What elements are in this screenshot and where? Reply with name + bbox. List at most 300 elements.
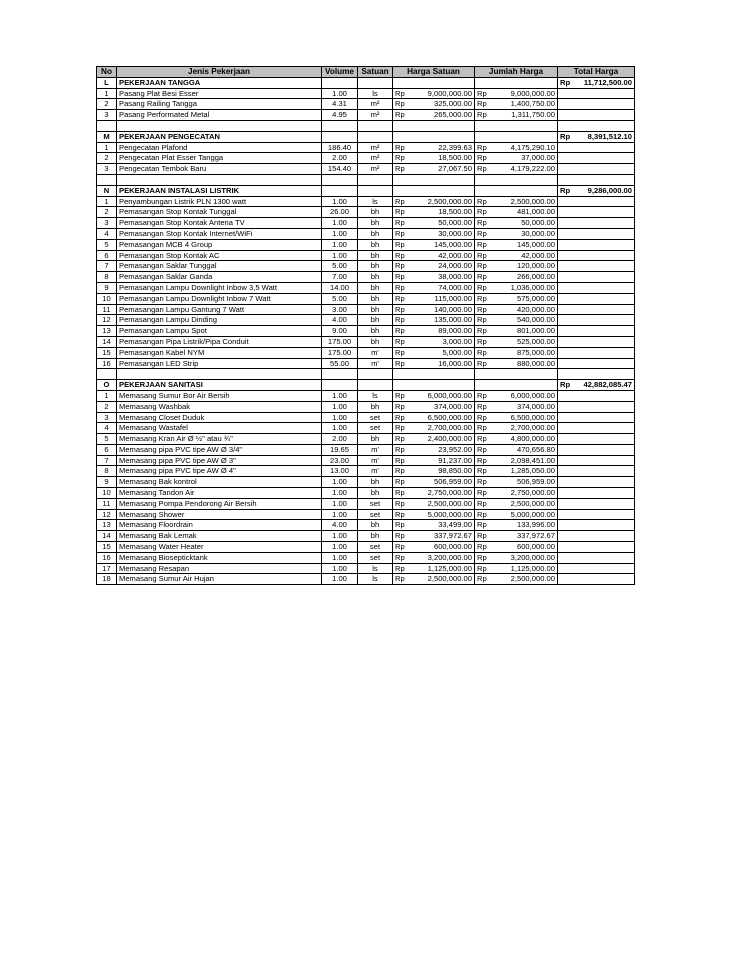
item-name: Pengecatan Plafond: [117, 142, 322, 153]
section-title: PEKERJAAN SANITASI: [117, 380, 322, 391]
section-total-cell: [558, 131, 635, 142]
item-volume: 4.00: [322, 520, 358, 531]
item-volume: 13.00: [322, 466, 358, 477]
empty-cell: [558, 444, 635, 455]
currency-label: Rp: [393, 466, 409, 477]
item-amount: 506,959.00: [491, 477, 558, 488]
item-name: Pemasangan Saklar Ganda: [117, 272, 322, 283]
empty-cell: [322, 380, 358, 391]
item-name: Memasang pipa PVC tipe AW Ø 3": [117, 455, 322, 466]
item-amount: 880,000.00: [491, 358, 558, 369]
item-amount: 2,500,000.00: [491, 574, 558, 585]
currency-label: Rp: [393, 261, 409, 272]
currency-label: Rp: [475, 498, 491, 509]
item-amount: 37,000.00: [491, 153, 558, 164]
item-unit: bh: [358, 304, 393, 315]
item-name: Pemasangan Stop Kontak AC: [117, 250, 322, 261]
item-no: 2: [97, 401, 117, 412]
item-volume: 1.00: [322, 498, 358, 509]
item-amount: 2,500,000.00: [491, 196, 558, 207]
item-unit-price: 22,399.63: [409, 142, 475, 153]
table-row: [97, 509, 635, 520]
empty-cell: [558, 390, 635, 401]
currency-label: Rp: [393, 218, 409, 229]
item-amount: 133,996.00: [491, 520, 558, 531]
empty-cell: [475, 77, 558, 88]
empty-cell: [117, 120, 322, 131]
currency-label: Rp: [393, 423, 409, 434]
empty-cell: [358, 185, 393, 196]
item-volume: 5.00: [322, 293, 358, 304]
item-name: Memasang Sumur Air Hujan: [117, 574, 322, 585]
table-row: [97, 326, 635, 337]
item-volume: 14.00: [322, 282, 358, 293]
empty-cell: [558, 531, 635, 542]
item-unit-price: 2,500,000.00: [409, 498, 475, 509]
empty-cell: [558, 164, 635, 175]
item-amount: 50,000.00: [491, 218, 558, 229]
item-volume: 1.00: [322, 196, 358, 207]
item-unit: ls: [358, 390, 393, 401]
empty-cell: [558, 120, 635, 131]
currency-label: Rp: [393, 509, 409, 520]
item-unit-price: 18,500.00: [409, 153, 475, 164]
item-no: 16: [97, 358, 117, 369]
empty-cell: [117, 369, 322, 380]
table-row: [97, 466, 635, 477]
item-unit: m': [358, 347, 393, 358]
item-volume: 1.00: [322, 88, 358, 99]
currency-label: Rp: [393, 88, 409, 99]
currency-label: Rp: [475, 542, 491, 553]
item-unit-price: 135,000.00: [409, 315, 475, 326]
currency-label: Rp: [393, 552, 409, 563]
currency-label: Rp: [560, 77, 571, 87]
empty-cell: [97, 369, 117, 380]
empty-cell: [358, 131, 393, 142]
currency-label: Rp: [475, 164, 491, 175]
empty-cell: [558, 466, 635, 477]
currency-label: Rp: [393, 336, 409, 347]
empty-cell: [558, 153, 635, 164]
currency-label: Rp: [475, 293, 491, 304]
spacer-row: [97, 369, 635, 380]
item-unit: bh: [358, 520, 393, 531]
section-header-row: [97, 380, 635, 391]
empty-cell: [393, 174, 475, 185]
item-unit-price: 33,499.00: [409, 520, 475, 531]
currency-label: Rp: [475, 282, 491, 293]
table-row: [97, 110, 635, 121]
empty-cell: [558, 196, 635, 207]
currency-label: Rp: [475, 336, 491, 347]
item-volume: 1.00: [322, 563, 358, 574]
table-row: [97, 455, 635, 466]
item-volume: 19.65: [322, 444, 358, 455]
currency-label: Rp: [475, 488, 491, 499]
item-no: 12: [97, 315, 117, 326]
section-code: N: [97, 185, 117, 196]
item-unit-price: 265,000.00: [409, 110, 475, 121]
empty-cell: [393, 185, 475, 196]
item-volume: 1.00: [322, 423, 358, 434]
item-unit: m²: [358, 110, 393, 121]
item-no: 15: [97, 542, 117, 553]
currency-label: Rp: [393, 326, 409, 337]
empty-cell: [393, 380, 475, 391]
item-unit-price: 2,700,000.00: [409, 423, 475, 434]
currency-label: Rp: [475, 304, 491, 315]
currency-label: Rp: [393, 207, 409, 218]
currency-label: Rp: [393, 563, 409, 574]
item-unit: m': [358, 358, 393, 369]
item-unit: set: [358, 552, 393, 563]
item-volume: 4.95: [322, 110, 358, 121]
empty-cell: [558, 509, 635, 520]
currency-label: Rp: [475, 412, 491, 423]
section-code: M: [97, 131, 117, 142]
item-no: 8: [97, 272, 117, 283]
table-row: [97, 315, 635, 326]
item-no: 3: [97, 110, 117, 121]
item-unit-price: 24,000.00: [409, 261, 475, 272]
empty-cell: [475, 369, 558, 380]
item-amount: 2,700,000.00: [491, 423, 558, 434]
item-amount: 2,500,000.00: [491, 498, 558, 509]
item-unit-price: 98,850.00: [409, 466, 475, 477]
item-name: Pemasangan Lampu Spot: [117, 326, 322, 337]
item-no: 11: [97, 304, 117, 315]
empty-cell: [558, 293, 635, 304]
empty-cell: [475, 185, 558, 196]
section-total-value: 11,712,500.00: [583, 77, 632, 87]
currency-label: Rp: [393, 228, 409, 239]
item-no: 3: [97, 412, 117, 423]
section-total: [560, 132, 632, 142]
item-unit: set: [358, 542, 393, 553]
cost-estimate-sheet: [96, 66, 635, 585]
empty-cell: [558, 250, 635, 261]
item-unit: bh: [358, 315, 393, 326]
item-volume: 1.00: [322, 239, 358, 250]
item-amount: 2,098,451.00: [491, 455, 558, 466]
item-amount: 5,000,000.00: [491, 509, 558, 520]
item-name: Memasang Sumur Bor Air Bersih: [117, 390, 322, 401]
item-volume: 9.00: [322, 326, 358, 337]
item-unit-price: 2,500,000.00: [409, 574, 475, 585]
section-title: PEKERJAAN TANGGA: [117, 77, 322, 88]
header-jumlah-harga: Jumlah Harga: [475, 67, 558, 78]
currency-label: Rp: [475, 142, 491, 153]
currency-label: Rp: [475, 261, 491, 272]
table-row: [97, 542, 635, 553]
currency-label: Rp: [393, 304, 409, 315]
item-volume: 1.00: [322, 542, 358, 553]
item-unit: set: [358, 423, 393, 434]
item-unit: bh: [358, 250, 393, 261]
empty-cell: [558, 315, 635, 326]
item-amount: 1,400,750.00: [491, 99, 558, 110]
empty-cell: [558, 369, 635, 380]
table-row: [97, 477, 635, 488]
item-unit-price: 23,952.00: [409, 444, 475, 455]
item-no: 13: [97, 326, 117, 337]
item-unit-price: 6,500,000.00: [409, 412, 475, 423]
item-unit-price: 91,237.00: [409, 455, 475, 466]
item-unit: bh: [358, 531, 393, 542]
item-name: Memasang Bak kontrol: [117, 477, 322, 488]
item-unit: bh: [358, 477, 393, 488]
cost-table: [96, 66, 635, 585]
item-name: Pemasangan Stop Kontak Tunggal: [117, 207, 322, 218]
empty-cell: [322, 185, 358, 196]
empty-cell: [97, 120, 117, 131]
item-unit-price: 9,000,000.00: [409, 88, 475, 99]
empty-cell: [393, 77, 475, 88]
item-volume: 186.40: [322, 142, 358, 153]
item-name: Memasang Shower: [117, 509, 322, 520]
empty-cell: [393, 120, 475, 131]
item-name: Pemasangan Lampu Downlight Inbow 7 Watt: [117, 293, 322, 304]
item-no: 1: [97, 88, 117, 99]
currency-label: Rp: [475, 207, 491, 218]
item-no: 1: [97, 390, 117, 401]
table-row: [97, 444, 635, 455]
empty-cell: [97, 174, 117, 185]
item-amount: 145,000.00: [491, 239, 558, 250]
currency-label: Rp: [393, 282, 409, 293]
table-row: [97, 412, 635, 423]
empty-cell: [558, 552, 635, 563]
item-amount: 481,000.00: [491, 207, 558, 218]
item-amount: 120,000.00: [491, 261, 558, 272]
item-volume: 175.00: [322, 347, 358, 358]
currency-label: Rp: [475, 272, 491, 283]
item-name: Memasang Closet Duduk: [117, 412, 322, 423]
item-name: Pemasangan Lampu Downlight Inbow 3,5 Watt: [117, 282, 322, 293]
item-unit-price: 337,972.67: [409, 531, 475, 542]
item-no: 18: [97, 574, 117, 585]
table-row: [97, 99, 635, 110]
item-name: Pemasangan Lampu Dinding: [117, 315, 322, 326]
empty-cell: [558, 520, 635, 531]
item-amount: 4,179,222.00: [491, 164, 558, 175]
item-unit-price: 30,000.00: [409, 228, 475, 239]
empty-cell: [393, 369, 475, 380]
currency-label: Rp: [393, 358, 409, 369]
currency-label: Rp: [475, 423, 491, 434]
item-volume: 3.00: [322, 304, 358, 315]
empty-cell: [558, 218, 635, 229]
item-amount: 875,000.00: [491, 347, 558, 358]
item-unit-price: 5,000,000.00: [409, 509, 475, 520]
section-title: PEKERJAAN INSTALASI LISTRIK: [117, 185, 322, 196]
section-code: O: [97, 380, 117, 391]
item-unit-price: 38,000.00: [409, 272, 475, 283]
section-header-row: [97, 185, 635, 196]
table-row: [97, 434, 635, 445]
item-unit: set: [358, 509, 393, 520]
item-no: 3: [97, 164, 117, 175]
item-amount: 266,000.00: [491, 272, 558, 283]
item-name: Pemasangan Saklar Tunggal: [117, 261, 322, 272]
currency-label: Rp: [475, 315, 491, 326]
currency-label: Rp: [393, 401, 409, 412]
item-name: Pengecatan Plat Esser Tangga: [117, 153, 322, 164]
item-unit: m²: [358, 142, 393, 153]
currency-label: Rp: [393, 164, 409, 175]
table-row: [97, 488, 635, 499]
empty-cell: [475, 120, 558, 131]
currency-label: Rp: [393, 110, 409, 121]
item-unit: bh: [358, 261, 393, 272]
currency-label: Rp: [475, 477, 491, 488]
item-unit-price: 140,000.00: [409, 304, 475, 315]
item-unit: ls: [358, 563, 393, 574]
table-row: [97, 336, 635, 347]
item-unit-price: 18,500.00: [409, 207, 475, 218]
item-name: Pemasangan Stop Kontak Internet/WiFi: [117, 228, 322, 239]
currency-label: Rp: [393, 498, 409, 509]
section-total-cell: [558, 77, 635, 88]
spacer-row: [97, 174, 635, 185]
item-name: Memasang pipa PVC tipe AW Ø 3/4": [117, 444, 322, 455]
item-unit-price: 3,000.00: [409, 336, 475, 347]
currency-label: Rp: [475, 99, 491, 110]
item-unit: m²: [358, 164, 393, 175]
currency-label: Rp: [393, 531, 409, 542]
empty-cell: [558, 110, 635, 121]
item-name: Memasang Resapan: [117, 563, 322, 574]
currency-label: Rp: [475, 347, 491, 358]
item-volume: 1.00: [322, 531, 358, 542]
empty-cell: [558, 304, 635, 315]
item-unit-price: 3,200,000.00: [409, 552, 475, 563]
item-no: 6: [97, 250, 117, 261]
currency-label: Rp: [475, 455, 491, 466]
table-row: [97, 498, 635, 509]
item-amount: 525,000.00: [491, 336, 558, 347]
item-unit: ls: [358, 88, 393, 99]
item-unit: m': [358, 455, 393, 466]
currency-label: Rp: [560, 185, 571, 195]
empty-cell: [358, 380, 393, 391]
item-unit-price: 2,500,000.00: [409, 196, 475, 207]
item-no: 3: [97, 218, 117, 229]
currency-label: Rp: [560, 380, 571, 390]
empty-cell: [558, 99, 635, 110]
empty-cell: [558, 326, 635, 337]
item-name: Pemasangan Kabel NYM: [117, 347, 322, 358]
currency-label: Rp: [393, 542, 409, 553]
item-amount: 374,000.00: [491, 401, 558, 412]
item-amount: 1,311,750.00: [491, 110, 558, 121]
currency-label: Rp: [475, 390, 491, 401]
item-volume: 1.00: [322, 552, 358, 563]
currency-label: Rp: [475, 509, 491, 520]
item-name: Pemasangan LED Strip: [117, 358, 322, 369]
item-no: 9: [97, 282, 117, 293]
item-no: 9: [97, 477, 117, 488]
table-row: [97, 390, 635, 401]
currency-label: Rp: [560, 131, 571, 141]
item-volume: 1.00: [322, 574, 358, 585]
item-unit-price: 145,000.00: [409, 239, 475, 250]
section-total: [560, 380, 632, 390]
item-no: 7: [97, 455, 117, 466]
currency-label: Rp: [393, 250, 409, 261]
item-no: 2: [97, 153, 117, 164]
section-header-row: [97, 131, 635, 142]
item-amount: 1,285,050.00: [491, 466, 558, 477]
item-no: 14: [97, 531, 117, 542]
item-name: Pemasangan Lampu Gantung 7 Watt: [117, 304, 322, 315]
item-unit: bh: [358, 228, 393, 239]
item-name: Penyambungan Listrik PLN 1300 watt: [117, 196, 322, 207]
table-row: [97, 304, 635, 315]
item-name: Memasang Tandon Air: [117, 488, 322, 499]
item-unit-price: 506,959.00: [409, 477, 475, 488]
table-row: [97, 574, 635, 585]
empty-cell: [475, 174, 558, 185]
item-amount: 420,000.00: [491, 304, 558, 315]
header-jenis-pekerjaan: Jenis Pekerjaan: [117, 67, 322, 78]
empty-cell: [393, 131, 475, 142]
currency-label: Rp: [475, 552, 491, 563]
section-title: PEKERJAAN PENGECATAN: [117, 131, 322, 142]
empty-cell: [558, 272, 635, 283]
empty-cell: [558, 239, 635, 250]
item-no: 10: [97, 488, 117, 499]
item-volume: 1.00: [322, 250, 358, 261]
table-row: [97, 272, 635, 283]
item-name: Pengecatan Tembok Baru: [117, 164, 322, 175]
table-row: [97, 164, 635, 175]
item-volume: 1.00: [322, 218, 358, 229]
item-unit-price: 5,000.00: [409, 347, 475, 358]
empty-cell: [117, 174, 322, 185]
table-row: [97, 196, 635, 207]
item-name: Pemasangan MCB 4 Group: [117, 239, 322, 250]
item-unit: m²: [358, 153, 393, 164]
item-no: 5: [97, 239, 117, 250]
table-body: [97, 77, 635, 584]
empty-cell: [558, 477, 635, 488]
item-amount: 3,200,000.00: [491, 552, 558, 563]
currency-label: Rp: [475, 110, 491, 121]
table-row: [97, 261, 635, 272]
empty-cell: [558, 358, 635, 369]
item-unit: m': [358, 466, 393, 477]
item-volume: 26.00: [322, 207, 358, 218]
empty-cell: [358, 77, 393, 88]
empty-cell: [558, 261, 635, 272]
item-name: Memasang Washbak: [117, 401, 322, 412]
item-amount: 540,000.00: [491, 315, 558, 326]
item-no: 7: [97, 261, 117, 272]
item-amount: 470,656.80: [491, 444, 558, 455]
item-no: 10: [97, 293, 117, 304]
empty-cell: [558, 423, 635, 434]
item-amount: 600,000.00: [491, 542, 558, 553]
table-row: [97, 153, 635, 164]
item-unit: m²: [358, 99, 393, 110]
item-amount: 30,000.00: [491, 228, 558, 239]
item-name: Memasang Kran Air Ø ½" atau ¾": [117, 434, 322, 445]
item-no: 1: [97, 142, 117, 153]
item-name: Memasang Biosepticktank: [117, 552, 322, 563]
section-total-cell: [558, 380, 635, 391]
